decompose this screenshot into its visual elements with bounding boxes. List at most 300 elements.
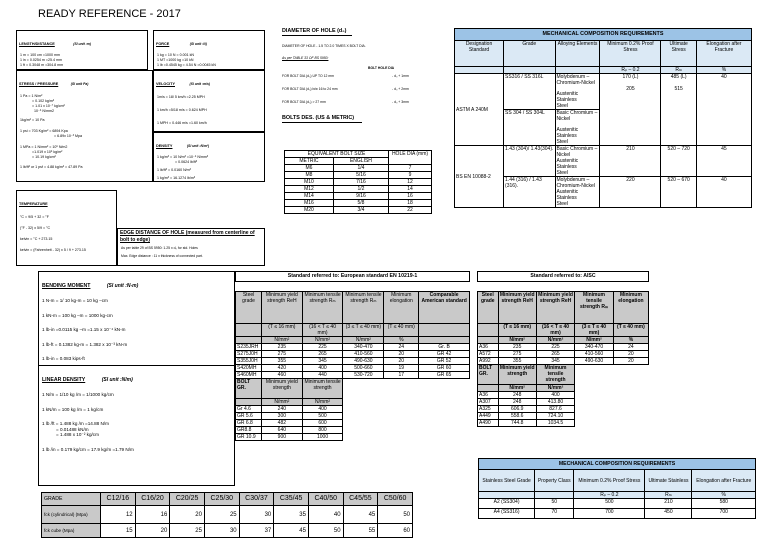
col-header: Grade bbox=[504, 41, 555, 67]
mech-bottom-title: MECHANICAL COMPOSITION REQUIREMENTS bbox=[479, 459, 756, 470]
cell: 724.10 bbox=[536, 413, 574, 420]
stress-line: = 10.19 kg/cm² bbox=[32, 155, 56, 159]
alloy-line: Austenitic Stainless bbox=[556, 158, 579, 170]
cell: 1034.5 bbox=[536, 420, 574, 427]
temperature-header: TEMPERATURE bbox=[19, 202, 48, 206]
force-line: 1 lb =0.4545 kg = 4.54 N =0.0045 kN bbox=[157, 63, 216, 67]
cell: 490-630 bbox=[575, 358, 614, 365]
col-header: Minimum yield strength ReH bbox=[536, 292, 574, 324]
col-header: C30/37 bbox=[239, 493, 274, 506]
cell: 40 bbox=[308, 506, 343, 524]
unit-cell: N/mm² bbox=[302, 337, 343, 344]
ultimate-cell: 520 – 720 bbox=[661, 146, 696, 177]
cell: 30 bbox=[239, 506, 274, 524]
col-header: Designation Standard bbox=[455, 41, 504, 67]
unit-cell: Rₚ – 0.2 bbox=[600, 67, 661, 74]
cell: 3/4 bbox=[333, 207, 388, 214]
table-row bbox=[478, 420, 649, 427]
force-unit: (SI unit :N) bbox=[189, 42, 207, 46]
cell: M8 bbox=[285, 172, 334, 179]
cell: 235 bbox=[262, 344, 303, 351]
cell: 265 bbox=[536, 351, 574, 358]
alloy-line: Austenitic Stainless bbox=[556, 127, 579, 139]
table-row bbox=[236, 406, 470, 413]
cell: 413.80 bbox=[536, 399, 574, 406]
table-row bbox=[478, 344, 649, 351]
cell: A36 bbox=[478, 344, 499, 351]
cell: GR 6.8 bbox=[236, 420, 262, 427]
cell: 600 bbox=[302, 420, 343, 427]
cell: 827.6 bbox=[536, 406, 574, 413]
table-row bbox=[236, 358, 470, 365]
cell: 606.9 bbox=[498, 406, 536, 413]
standard-cell: ASTM A 240M bbox=[455, 74, 504, 146]
density-line: = 0.0624 lb/ft³ bbox=[175, 160, 198, 164]
cell: 20 bbox=[613, 358, 648, 365]
cell: 800 bbox=[302, 427, 343, 434]
col-header: Minimum yield strength ReH bbox=[498, 292, 536, 324]
table-row bbox=[478, 413, 649, 420]
cell: 55 bbox=[343, 524, 378, 538]
bolt-size-table bbox=[284, 150, 432, 214]
standard-cell: BS EN 10088-2 bbox=[455, 146, 504, 208]
table-row bbox=[285, 172, 432, 179]
bolt-header: Minimum tensile strength bbox=[536, 365, 574, 385]
en-table bbox=[235, 291, 470, 441]
cell: 50 bbox=[308, 524, 343, 538]
cell: 210 bbox=[645, 499, 692, 509]
table-row bbox=[455, 74, 752, 110]
ultimate-cell: 520 – 670 bbox=[661, 177, 696, 208]
cell: A2 (SS304) bbox=[479, 499, 535, 509]
unit-cell: N/mm² bbox=[575, 337, 614, 344]
length-line: 1 m = 100 cm =1000 mm bbox=[20, 53, 60, 57]
table-row bbox=[478, 392, 649, 399]
bending-line: 1 lb-in = 0.083 kips-ft bbox=[42, 356, 85, 362]
cell: 500-660 bbox=[343, 365, 384, 372]
cell: M14 bbox=[285, 193, 334, 200]
aisc-table bbox=[477, 291, 649, 427]
bending-box bbox=[38, 271, 235, 486]
alloy-line: Basic Chromium – bbox=[556, 146, 598, 152]
grade-cell: SS316 / SS 316L bbox=[504, 74, 555, 110]
linear-density-line: 1 kN/m = 100 kg /m = 1 kg/cm bbox=[42, 406, 104, 412]
stress-line: =1.019 x 10⁵ kg/m² bbox=[32, 150, 63, 154]
proof-cell: 220 bbox=[600, 177, 661, 208]
alloy-line: Steel bbox=[556, 103, 568, 109]
cell: 1/4 bbox=[333, 165, 388, 172]
col-header: GRADE bbox=[42, 493, 101, 506]
cell: 45 bbox=[274, 524, 309, 538]
linear-density-line: 1 lb /ft = 1.488 kg /m =14.88 N/m bbox=[42, 421, 109, 427]
velocity-line: 1m/s = 18/ 5 km/h =2.25 MPH bbox=[157, 95, 205, 99]
stress-line: = 6.89x 10⁻³ Mpa bbox=[54, 134, 82, 138]
edge-box bbox=[117, 228, 265, 266]
cell: A572 bbox=[478, 351, 499, 358]
alloy-line: Chromium-Nickel bbox=[556, 80, 595, 86]
cell: 265 bbox=[302, 351, 343, 358]
table-row bbox=[285, 207, 432, 214]
density-box bbox=[153, 132, 265, 182]
col-header: Property Class bbox=[535, 470, 574, 492]
cell: Gr 4.6 bbox=[236, 406, 262, 413]
cell: 50 bbox=[378, 506, 413, 524]
table-row bbox=[236, 351, 470, 358]
unit-cell: N/mm² bbox=[498, 385, 536, 392]
density-unit: (SI unit :N/m³) bbox=[186, 144, 210, 148]
bolt-header: Minimum tensile strength bbox=[302, 379, 343, 399]
cell: 225 bbox=[302, 344, 343, 351]
en-table-title: Standard referred to: European standard EN 10219-1 bbox=[235, 271, 470, 282]
cell: 355 bbox=[262, 358, 303, 365]
stress-line: 1 MPa = 1 N/mm² = 10⁶ N/m2 bbox=[20, 145, 68, 149]
table-row bbox=[478, 358, 649, 365]
cell: GR 42 bbox=[419, 351, 470, 358]
cell: A325 bbox=[478, 406, 499, 413]
cell: S420MH bbox=[236, 365, 262, 372]
bolt-size-col-header: METRIC bbox=[285, 158, 334, 165]
col-header: Comparable American standard bbox=[419, 292, 470, 324]
table-row bbox=[455, 146, 752, 177]
col-header: Elongation after Fracture bbox=[696, 41, 751, 67]
col-header: Steel grade bbox=[236, 292, 262, 324]
force-box bbox=[153, 30, 265, 70]
col-header: C50/60 bbox=[378, 493, 413, 506]
grade-cell: 1.43 (304)/ 1.43(304). bbox=[504, 146, 555, 177]
table-row bbox=[236, 427, 470, 434]
velocity-unit: (SI unit :m/s) bbox=[189, 82, 210, 86]
cell: GR 10.9 bbox=[236, 434, 262, 441]
cell: 12 bbox=[389, 179, 432, 186]
cell: M6 bbox=[285, 165, 334, 172]
unit-cell: N/mm² bbox=[498, 337, 536, 344]
bending-header: BENDING MOMENT bbox=[42, 283, 91, 289]
cell: A36 bbox=[478, 392, 499, 399]
proof-cell: 170 (L) 205 bbox=[600, 74, 661, 146]
cell: 17 bbox=[384, 372, 419, 379]
density-line: 1 lb/ft³ = 0.0160 N/m³ bbox=[157, 168, 191, 172]
elongation-cell: 45 bbox=[696, 146, 751, 177]
cell: 558.6 bbox=[498, 413, 536, 420]
sub-header: (T ≤ 40 mm) bbox=[384, 324, 419, 337]
cell: 37 bbox=[239, 524, 274, 538]
stress-line: 10⁻⁶ N/mm2 bbox=[34, 109, 54, 113]
cell: 345 bbox=[536, 358, 574, 365]
length-line: 1 in = 0.0254 m =25.4 mm bbox=[20, 58, 62, 62]
cell: 460 bbox=[262, 372, 303, 379]
elongation-cell: 40 bbox=[696, 177, 751, 208]
cell: 14 bbox=[389, 186, 432, 193]
table-row bbox=[236, 420, 470, 427]
cell: 248 bbox=[498, 392, 536, 399]
row-label: fck cube (Mpa) bbox=[42, 524, 101, 538]
cell: 35 bbox=[274, 506, 309, 524]
cell: A490 bbox=[478, 420, 499, 427]
proof-cell: 210 bbox=[600, 146, 661, 177]
table-row bbox=[478, 351, 649, 358]
cell: 50 bbox=[535, 499, 574, 509]
cell: 20 bbox=[135, 524, 170, 538]
cell: 580 bbox=[692, 499, 756, 509]
unit-cell: N/mm² bbox=[262, 337, 303, 344]
unit-cell: Rₘ bbox=[645, 492, 692, 499]
temperature-line: (°F - 32) x 5/9 = °C bbox=[20, 226, 51, 230]
cell: GR 60 bbox=[419, 365, 470, 372]
cell: A449 bbox=[478, 413, 499, 420]
diameter-row-label: FOR BOLT DIA (d₀) > 27 mm bbox=[282, 100, 326, 105]
grade-cell: 1.44 (316) / 1.43 (316). bbox=[504, 177, 555, 208]
linear-density-line: = 1.488 x 10⁻² kg/cm bbox=[56, 432, 99, 438]
temperature-line: °C = 9/5 + 32 = °F bbox=[20, 215, 49, 219]
grade-table bbox=[41, 492, 413, 538]
table-row bbox=[236, 413, 470, 420]
length-unit: (SI unit :m) bbox=[73, 42, 91, 46]
cell: GR8.8 bbox=[236, 427, 262, 434]
mech-composition-bottom-table bbox=[478, 458, 756, 519]
temperature-box bbox=[16, 190, 117, 266]
cell: 1/2 bbox=[333, 186, 388, 193]
linear-density-header: LINEAR DENSITY bbox=[42, 376, 86, 383]
cell: S275J0H bbox=[236, 351, 262, 358]
temperature-line: kelvin = (Fahrenheit - 32) x 5 / 9 + 273.15 bbox=[20, 248, 86, 252]
alloy-line: Nickel bbox=[556, 116, 571, 122]
col-header: Minimum tensile strength Rₘ bbox=[575, 292, 614, 324]
density-line: 1 kg/m³ = 10 N/m³ =10⁻⁵ N/mm³ bbox=[157, 155, 209, 159]
cell: S355J0H bbox=[236, 358, 262, 365]
force-line: 1 MT =1000 kg =10 kN bbox=[157, 58, 194, 62]
cell: 355 bbox=[498, 358, 536, 365]
alloy-line: Basic Chromium – bbox=[556, 110, 598, 116]
stress-line: 1 lb/ft² or 1 psf = 4.88 kg/m² = 47.89 Pa bbox=[20, 165, 83, 169]
velocity-header: VELOCITY bbox=[156, 82, 175, 86]
col-header: Ultimate Stress bbox=[661, 41, 696, 67]
cell: 18 bbox=[389, 200, 432, 207]
alloy-line: Molybdenum – bbox=[556, 74, 590, 80]
col-header: C35/45 bbox=[274, 493, 309, 506]
cell: 700 bbox=[574, 509, 645, 519]
table-row bbox=[478, 399, 649, 406]
col-header: Steel grade bbox=[478, 292, 499, 324]
col-header: Minimum 0.2% Proof Stress bbox=[574, 470, 645, 492]
linear-density-unit: (SI unit :N/m) bbox=[101, 376, 133, 383]
diameter-section bbox=[282, 28, 442, 123]
diameter-row-value: - d₀ + 1mm bbox=[392, 74, 409, 79]
sub-header: (16 < T ≤ 40 mm) bbox=[536, 324, 574, 337]
bolt-size-col-header: HOLE DIA (mm) bbox=[389, 151, 432, 165]
sub-header: (3 ≤ T ≤ 40 mm) bbox=[343, 324, 384, 337]
cell: 248 bbox=[498, 399, 536, 406]
table-row bbox=[479, 499, 756, 509]
cell: 410-560 bbox=[575, 351, 614, 358]
cell: 235 bbox=[498, 344, 536, 351]
sub-header: (T ≤ 16 mm) bbox=[262, 324, 303, 337]
cell: 20 bbox=[170, 506, 205, 524]
linear-density-line: 1 N/m = 1/10 kg /m = 1/1000 kg/cm bbox=[42, 391, 114, 397]
unit-cell: Rₘ bbox=[661, 67, 696, 74]
bending-line: 1 N-m = 1/ 10 kg-m = 10 kg –cm bbox=[42, 298, 108, 303]
cell: 20 bbox=[384, 358, 419, 365]
cell: Gr. B bbox=[419, 344, 470, 351]
col-header: Elongation after Fracture bbox=[692, 470, 756, 492]
bolt-header: BOLT GR. bbox=[478, 365, 499, 385]
stress-line: = 1.01 x 10⁻⁷ kg/cm² bbox=[32, 104, 65, 108]
velocity-line: 1 MPH = 0.446 m/s =1.60 km/h bbox=[157, 121, 207, 125]
diameter-row-value: - d₀ + 2mm bbox=[392, 87, 409, 92]
table-row bbox=[478, 406, 649, 413]
force-header: FORCE bbox=[156, 42, 170, 46]
cell: M12 bbox=[285, 186, 334, 193]
page-title: READY REFERENCE - 2017 bbox=[38, 8, 181, 20]
cell: 744.8 bbox=[498, 420, 536, 427]
cell: 300 bbox=[262, 413, 303, 420]
unit-cell: Rₚ – 0.2 bbox=[574, 492, 645, 499]
col-header: Minimum yield strength ReH bbox=[262, 292, 303, 324]
cell: A307 bbox=[478, 399, 499, 406]
cell: 345 bbox=[302, 358, 343, 365]
cell: 240 bbox=[262, 406, 303, 413]
table-row bbox=[285, 193, 432, 200]
cell: 500 bbox=[302, 413, 343, 420]
cell: GR 5.6 bbox=[236, 413, 262, 420]
bolt-hole-dia-label: BOLT HOLE DIA bbox=[368, 65, 395, 70]
cell: 275 bbox=[262, 351, 303, 358]
unit-cell: % bbox=[692, 492, 756, 499]
linear-density-line: = 0.01488 kN/m bbox=[56, 426, 89, 432]
edge-line: As per table 29 of BS 5950: 1.25 x d₀ for std. Holes bbox=[121, 246, 198, 250]
elongation-cell: 40 bbox=[696, 74, 751, 146]
cell: 500 bbox=[574, 499, 645, 509]
cell: GR 65 bbox=[419, 372, 470, 379]
cell: 700 bbox=[692, 509, 756, 519]
length-line: 1 ft = 0.3048 m =304.8 mm bbox=[20, 63, 64, 67]
bending-line: 1 lb-ft = 0.1382 kg-m = 1.382 x 10⁻³ kN-m bbox=[42, 341, 128, 347]
sub-header: (3 ≤ T ≤ 40 mm) bbox=[575, 324, 614, 337]
table-row bbox=[236, 365, 470, 372]
cell: 225 bbox=[536, 344, 574, 351]
cell: 12 bbox=[101, 506, 136, 524]
cell: 410-560 bbox=[343, 351, 384, 358]
cell: 1000 bbox=[302, 434, 343, 441]
cell: 25 bbox=[204, 506, 239, 524]
cell: 400 bbox=[536, 392, 574, 399]
stress-header: STRESS / PRESSURE bbox=[19, 82, 59, 86]
length-header: LENGTH/DISTANCE bbox=[19, 42, 55, 46]
cell: 5/16 bbox=[333, 172, 388, 179]
temperature-line: kelvin = °C + 273.15 bbox=[20, 237, 53, 241]
cell: 400 bbox=[302, 365, 343, 372]
cell: 640 bbox=[262, 427, 303, 434]
alloy-line: Chromium-Nickel bbox=[556, 183, 595, 189]
cell: 16 bbox=[389, 193, 432, 200]
stress-unit: (SI unit Pa) bbox=[70, 82, 89, 86]
cell: 400 bbox=[302, 406, 343, 413]
grade-cell: SS 304 / SS 304L bbox=[504, 110, 555, 146]
density-line: 1 kg/m³ = 16.1274 lb/m³ bbox=[157, 176, 196, 180]
cell: 9/16 bbox=[333, 193, 388, 200]
table-row bbox=[236, 344, 470, 351]
col-header: C20/25 bbox=[170, 493, 205, 506]
table-row bbox=[285, 165, 432, 172]
cell: 19 bbox=[384, 365, 419, 372]
cell: 490-630 bbox=[343, 358, 384, 365]
cell: 340-470 bbox=[575, 344, 614, 351]
stress-box bbox=[16, 70, 153, 182]
ultimate-cell: 485 (L) 515 bbox=[661, 74, 696, 146]
cell: S460MH bbox=[236, 372, 262, 379]
alloy-line: Steel bbox=[556, 170, 568, 176]
density-header: DENSITY bbox=[156, 144, 173, 148]
cell: M16 bbox=[285, 200, 334, 207]
cell: 20 bbox=[613, 351, 648, 358]
cell: 60 bbox=[378, 524, 413, 538]
table-row bbox=[236, 434, 470, 441]
unit-cell: N/mm² bbox=[536, 337, 574, 344]
diameter-standard: As per TABLE 33 OF BS 5950: bbox=[282, 56, 329, 61]
bending-unit: (SI unit :N-m) bbox=[106, 283, 139, 289]
col-header: C25/30 bbox=[204, 493, 239, 506]
velocity-box bbox=[153, 70, 265, 132]
diameter-header: DIAMETER OF HOLE (d₀) bbox=[282, 28, 347, 34]
sub-header: (16 < T ≤ 40 mm) bbox=[302, 324, 343, 337]
table-row bbox=[42, 506, 413, 524]
stress-line: 1kg/m² = 10 Pa bbox=[20, 118, 45, 122]
col-header: C12/16 bbox=[101, 493, 136, 506]
cell: 9 bbox=[389, 172, 432, 179]
cell: 16 bbox=[135, 506, 170, 524]
unit-cell: % bbox=[696, 67, 751, 74]
mech-composition-table bbox=[454, 28, 752, 208]
diameter-line: DIAMETER OF HOLE - 1.5 TO 2.0 TIMES X BOLT DIA. bbox=[282, 44, 366, 48]
cell: 7 bbox=[389, 165, 432, 172]
bending-line: 1 kN-m = 100 kg –m = 1000 kg-cm bbox=[42, 312, 113, 318]
alloy-line: Steel bbox=[556, 201, 568, 207]
col-header: C16/20 bbox=[135, 493, 170, 506]
stress-line: 1 psi = 703 Kg/m² = 6894 Kpa bbox=[20, 129, 68, 133]
edge-line: Max. Edge distance : 11 x thickness of connected part. bbox=[121, 254, 203, 259]
cell: 530-720 bbox=[343, 372, 384, 379]
velocity-line: 1 km/h =5/18 m/s = 0.624 MPH bbox=[157, 108, 207, 112]
alloy-line: Austenitic Stainless bbox=[556, 91, 579, 103]
cell: A992 bbox=[478, 358, 499, 365]
col-header: Minimum tensile strength Rₘ bbox=[343, 292, 384, 324]
sub-header: (T ≤ 16 mm) bbox=[498, 324, 536, 337]
diameter-row-label: FOR BOLT DIA (d₀) b/w 16 to 24 mm bbox=[282, 87, 338, 92]
cell: 70 bbox=[535, 509, 574, 519]
stress-line: 1 Pa = 1 N/m² bbox=[20, 94, 43, 98]
linear-density-line: 1 lb /in = 0.179 kg/cm = 17.9 kg/m =1.79 N/m bbox=[42, 446, 134, 452]
aisc-table-title: Standard referred to: AISC bbox=[477, 271, 649, 282]
diameter-row-value: - d₀ + 3mm bbox=[392, 100, 409, 105]
col-header: Minimum tensile strength Rₘ bbox=[302, 292, 343, 324]
alloy-line: Austenitic Stainless bbox=[556, 189, 579, 201]
cell: 5/8 bbox=[333, 200, 388, 207]
unit-cell: % bbox=[384, 337, 419, 344]
cell: 900 bbox=[262, 434, 303, 441]
cell: 275 bbox=[498, 351, 536, 358]
unit-cell: N/mm² bbox=[262, 399, 303, 406]
length-box bbox=[16, 30, 148, 70]
col-header: C45/55 bbox=[343, 493, 378, 506]
cell: 30 bbox=[204, 524, 239, 538]
table-row bbox=[285, 179, 432, 186]
table-row bbox=[236, 372, 470, 379]
cell: 482 bbox=[262, 420, 303, 427]
alloy-line: Steel bbox=[556, 139, 568, 145]
unit-cell: N/mm² bbox=[343, 337, 384, 344]
cell: 420 bbox=[262, 365, 303, 372]
cell: 450 bbox=[645, 509, 692, 519]
col-header: Minimum elongation bbox=[384, 292, 419, 324]
